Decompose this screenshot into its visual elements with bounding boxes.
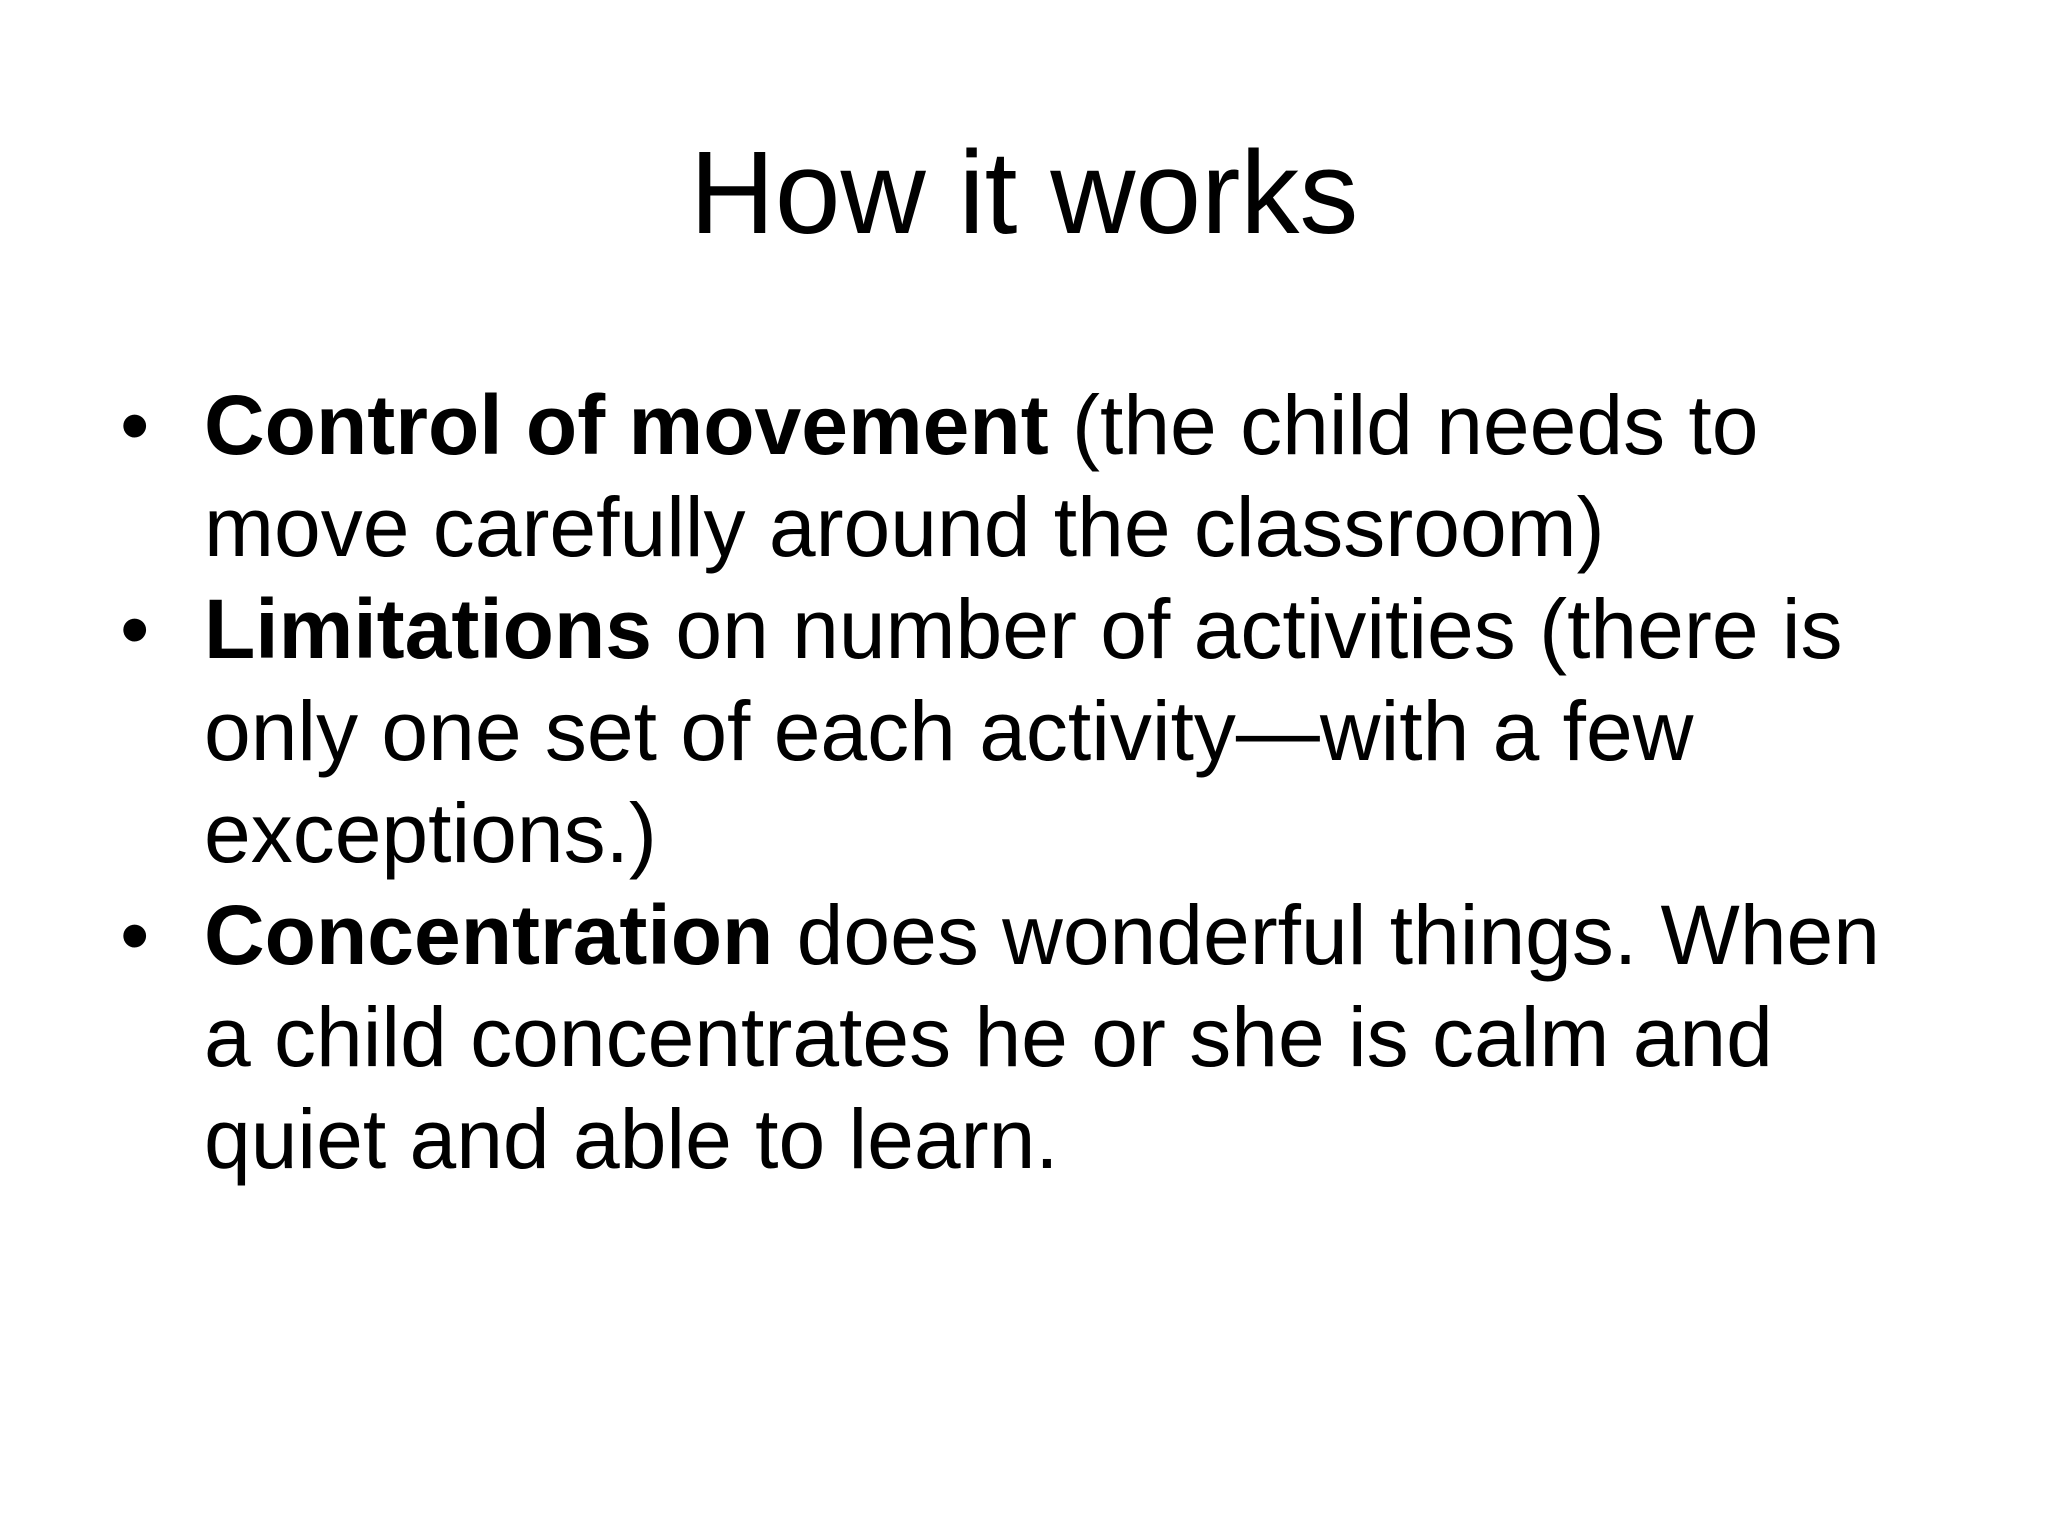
bullet-list: [120, 374, 1950, 1190]
bullet-text: [204, 378, 1758, 574]
bullet-description: on number of activities (there is only one set of each activity—with a few exceptions.): [204, 582, 1843, 880]
bullet-bold-term: Limitations: [204, 582, 653, 676]
bullet-dot-icon: •: [120, 888, 150, 982]
bullet-bold-term: Control of movement: [204, 378, 1049, 472]
bullet-description: (the child needs to move carefully around the classroom): [204, 378, 1759, 574]
bullet-item-limitations: [120, 578, 1950, 884]
bullet-item-concentration: [120, 884, 1950, 1190]
bullet-dot-icon: •: [120, 582, 150, 676]
bullet-description: does wonderful things. When a child concentrates he or she is calm and quiet and able to learn.: [204, 888, 1880, 1186]
bullet-bold-term: Concentration: [204, 888, 774, 982]
bullet-text: [204, 888, 1880, 1186]
bullet-item-control-of-movement: [120, 374, 1950, 578]
bullet-text: [204, 582, 1843, 880]
bullet-dot-icon: •: [120, 378, 150, 472]
slide-title: How it works: [689, 127, 1359, 259]
